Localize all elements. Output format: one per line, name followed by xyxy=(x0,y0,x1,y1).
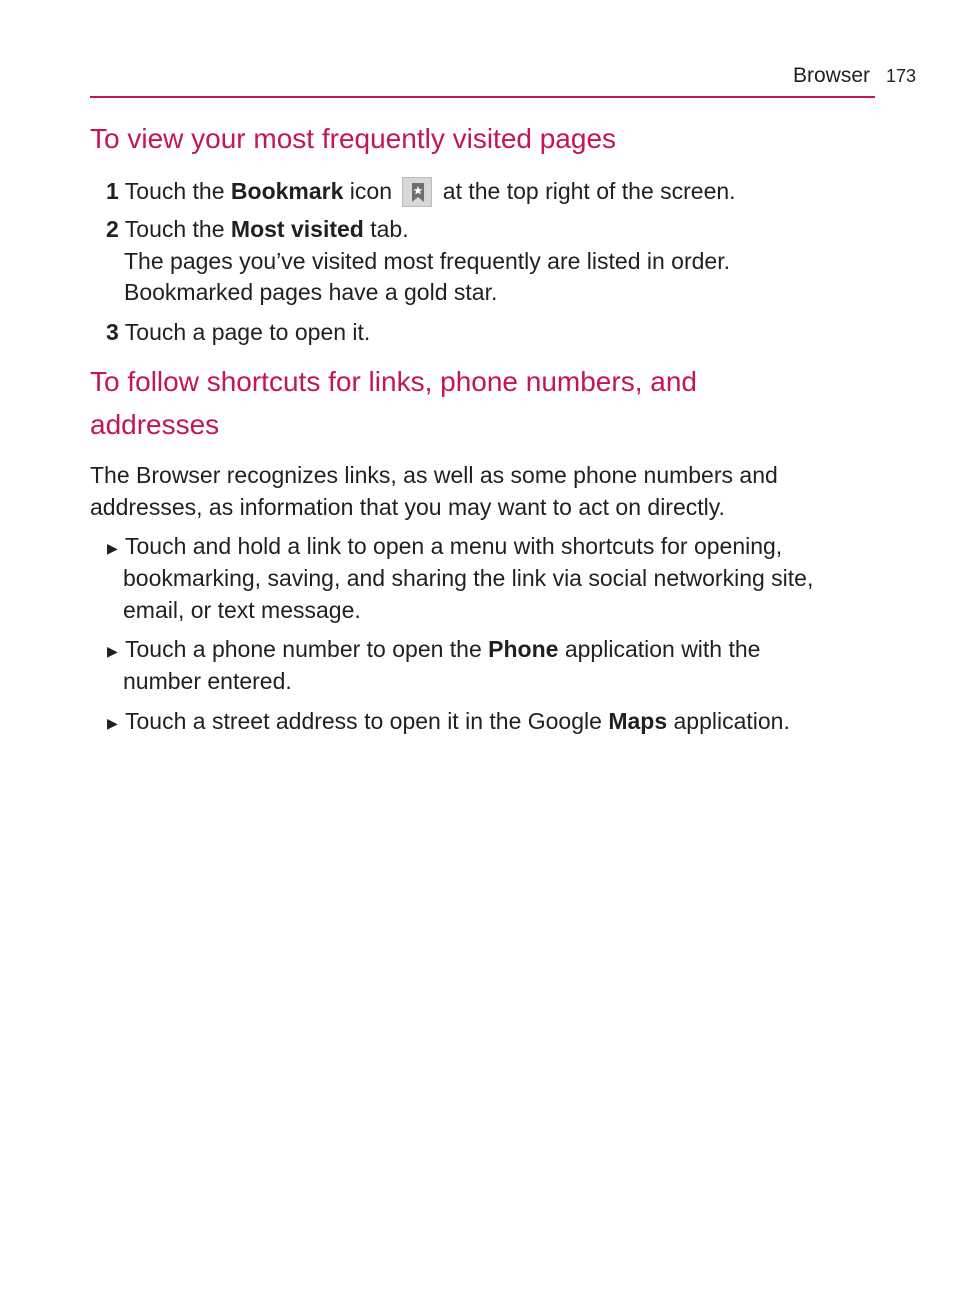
section-title: Browser xyxy=(793,64,871,87)
step-2-desc-line1: The pages you’ve visited most frequently are listed in order. xyxy=(124,248,730,274)
section2-heading-line2: addresses xyxy=(90,409,220,440)
step-number: 2 xyxy=(106,216,119,242)
bookmark-star-icon xyxy=(402,177,432,207)
step-number: 1 xyxy=(106,178,119,204)
triangle-bullet-icon: ▶ xyxy=(107,643,118,659)
triangle-bullet-icon: ▶ xyxy=(107,715,118,731)
intro-line1: The Browser recognizes links, as well as some phone numbers and xyxy=(90,462,778,488)
bullet2-line2: number entered. xyxy=(123,668,292,694)
step-2: 2 Touch the Most visited tab. xyxy=(106,216,409,242)
bullet2-line1: Touch a phone number to open the Phone application with the xyxy=(125,636,761,662)
bullet3-line1: Touch a street address to open it in the Google Maps application. xyxy=(125,708,790,734)
step-2-desc-line2: Bookmarked pages have a gold star. xyxy=(124,279,498,305)
section2-heading-line1: To follow shortcuts for links, phone numbers, and xyxy=(90,366,697,397)
step-number: 3 xyxy=(106,319,119,345)
bullet1-line2: bookmarking, saving, and sharing the link via social networking site, xyxy=(123,565,814,591)
triangle-bullet-icon: ▶ xyxy=(107,540,118,556)
section1-heading: To view your most frequently visited pages xyxy=(90,123,617,154)
intro-line2: addresses, as information that you may want to act on directly. xyxy=(90,494,725,520)
bullet1-line1: Touch and hold a link to open a menu with shortcuts for opening, xyxy=(125,533,783,559)
page-number: 173 xyxy=(886,66,917,86)
step-3: 3 Touch a page to open it. xyxy=(106,319,371,345)
header-rule xyxy=(90,96,875,98)
bullet1-line3: email, or text message. xyxy=(123,597,361,623)
step-1: 1 Touch the Bookmark icon at the top right of the screen. xyxy=(106,177,736,207)
